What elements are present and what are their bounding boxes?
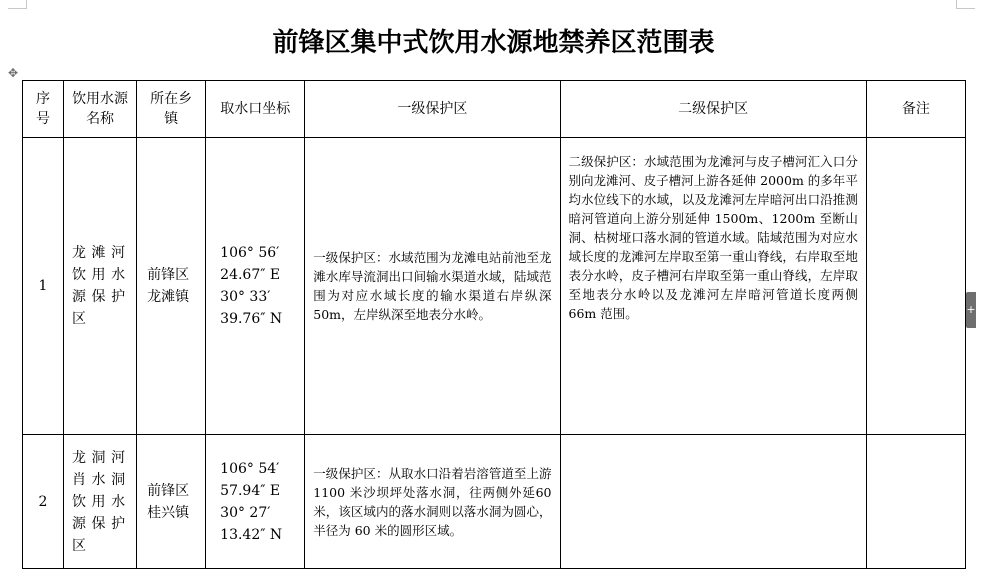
row-level1-zone: 一级保护区：水域范围为龙滩电站前池至龙滩水库导流洞出口间输水渠道水域，陆域范围为对应水域长度的输水渠道右岸纵深50m，左岸纵深至地表分水岭。 [305,138,560,435]
header-coord: 取水口坐标 [206,81,305,138]
table-row [23,138,966,435]
header-level1: 一级保护区 [305,81,560,138]
row-town: 前锋区桂兴镇 [137,435,206,569]
table-row [23,435,966,569]
coord-north-sec: 39.76″ N [220,311,283,327]
header-level2: 二级保护区 [560,81,866,138]
header-note: 备注 [866,81,965,138]
row-note [866,435,965,569]
coord-east-deg: 106° 56′ [220,245,280,261]
row-level2-zone: 二级保护区：水域范围为龙滩河与皮子槽河汇入口分别向龙滩河、皮子槽河上游各延伸 2000m 的多年平均水位线下的水域，以及龙滩河左岸暗河出口沿推测暗河管道向上游分别延伸 1500m、1200m 至断山洞、枯树垭口落水洞的管道水域。陆域范围为对应水域长度的龙滩河左岸取至第一重山脊线，右岸取至地表分水岭，皮子槽河右岸取至第一重山脊线，左岸取至地表分水岭以及龙滩河左岸暗河管道长度两侧 66m 范围。 [560,138,866,435]
document-title: 前锋区集中式饮用水源地禁养区范围表 [272,28,715,58]
coord-north-sec: 13.42″ N [220,526,283,543]
page-corner-mark-right [956,0,975,9]
row-coordinates [206,138,305,435]
row-source-name: 龙滩河饮用水源保护区 [64,138,137,435]
row-no: 1 [23,138,64,435]
coord-north-deg: 30° 33′ [220,289,271,305]
coord-east-sec: 24.67″ E [220,267,281,283]
table-header-row [23,81,966,138]
coord-north-deg: 30° 27′ [220,504,271,521]
table-move-handle-icon[interactable]: ✥ [7,66,19,80]
coord-east-deg: 106° 54′ [220,460,280,477]
row-note [866,138,965,435]
coord-east-sec: 57.94″ E [220,482,281,499]
side-expand-plus-icon[interactable]: + [966,292,976,328]
row-level2-zone [560,435,866,569]
header-town: 所在乡镇 [137,81,206,138]
row-level1-zone: 一级保护区：从取水口沿着岩溶管道至上游 1100 米沙坝坪处落水洞，往两侧外延60米，该区域内的落水洞则以落水洞为圆心，半径为 60 米的圆形区域。 [305,435,560,569]
header-no: 序号 [23,81,64,138]
row-no: 2 [23,435,64,569]
page-corner-mark-left [8,0,27,9]
row-town: 前锋区龙滩镇 [137,138,206,435]
header-name: 饮用水源名称 [64,81,137,138]
protection-zone-table [22,80,966,569]
row-source-name: 龙洞河肖水洞饮用水源保护区 [64,435,137,569]
row-coordinates [206,435,305,569]
